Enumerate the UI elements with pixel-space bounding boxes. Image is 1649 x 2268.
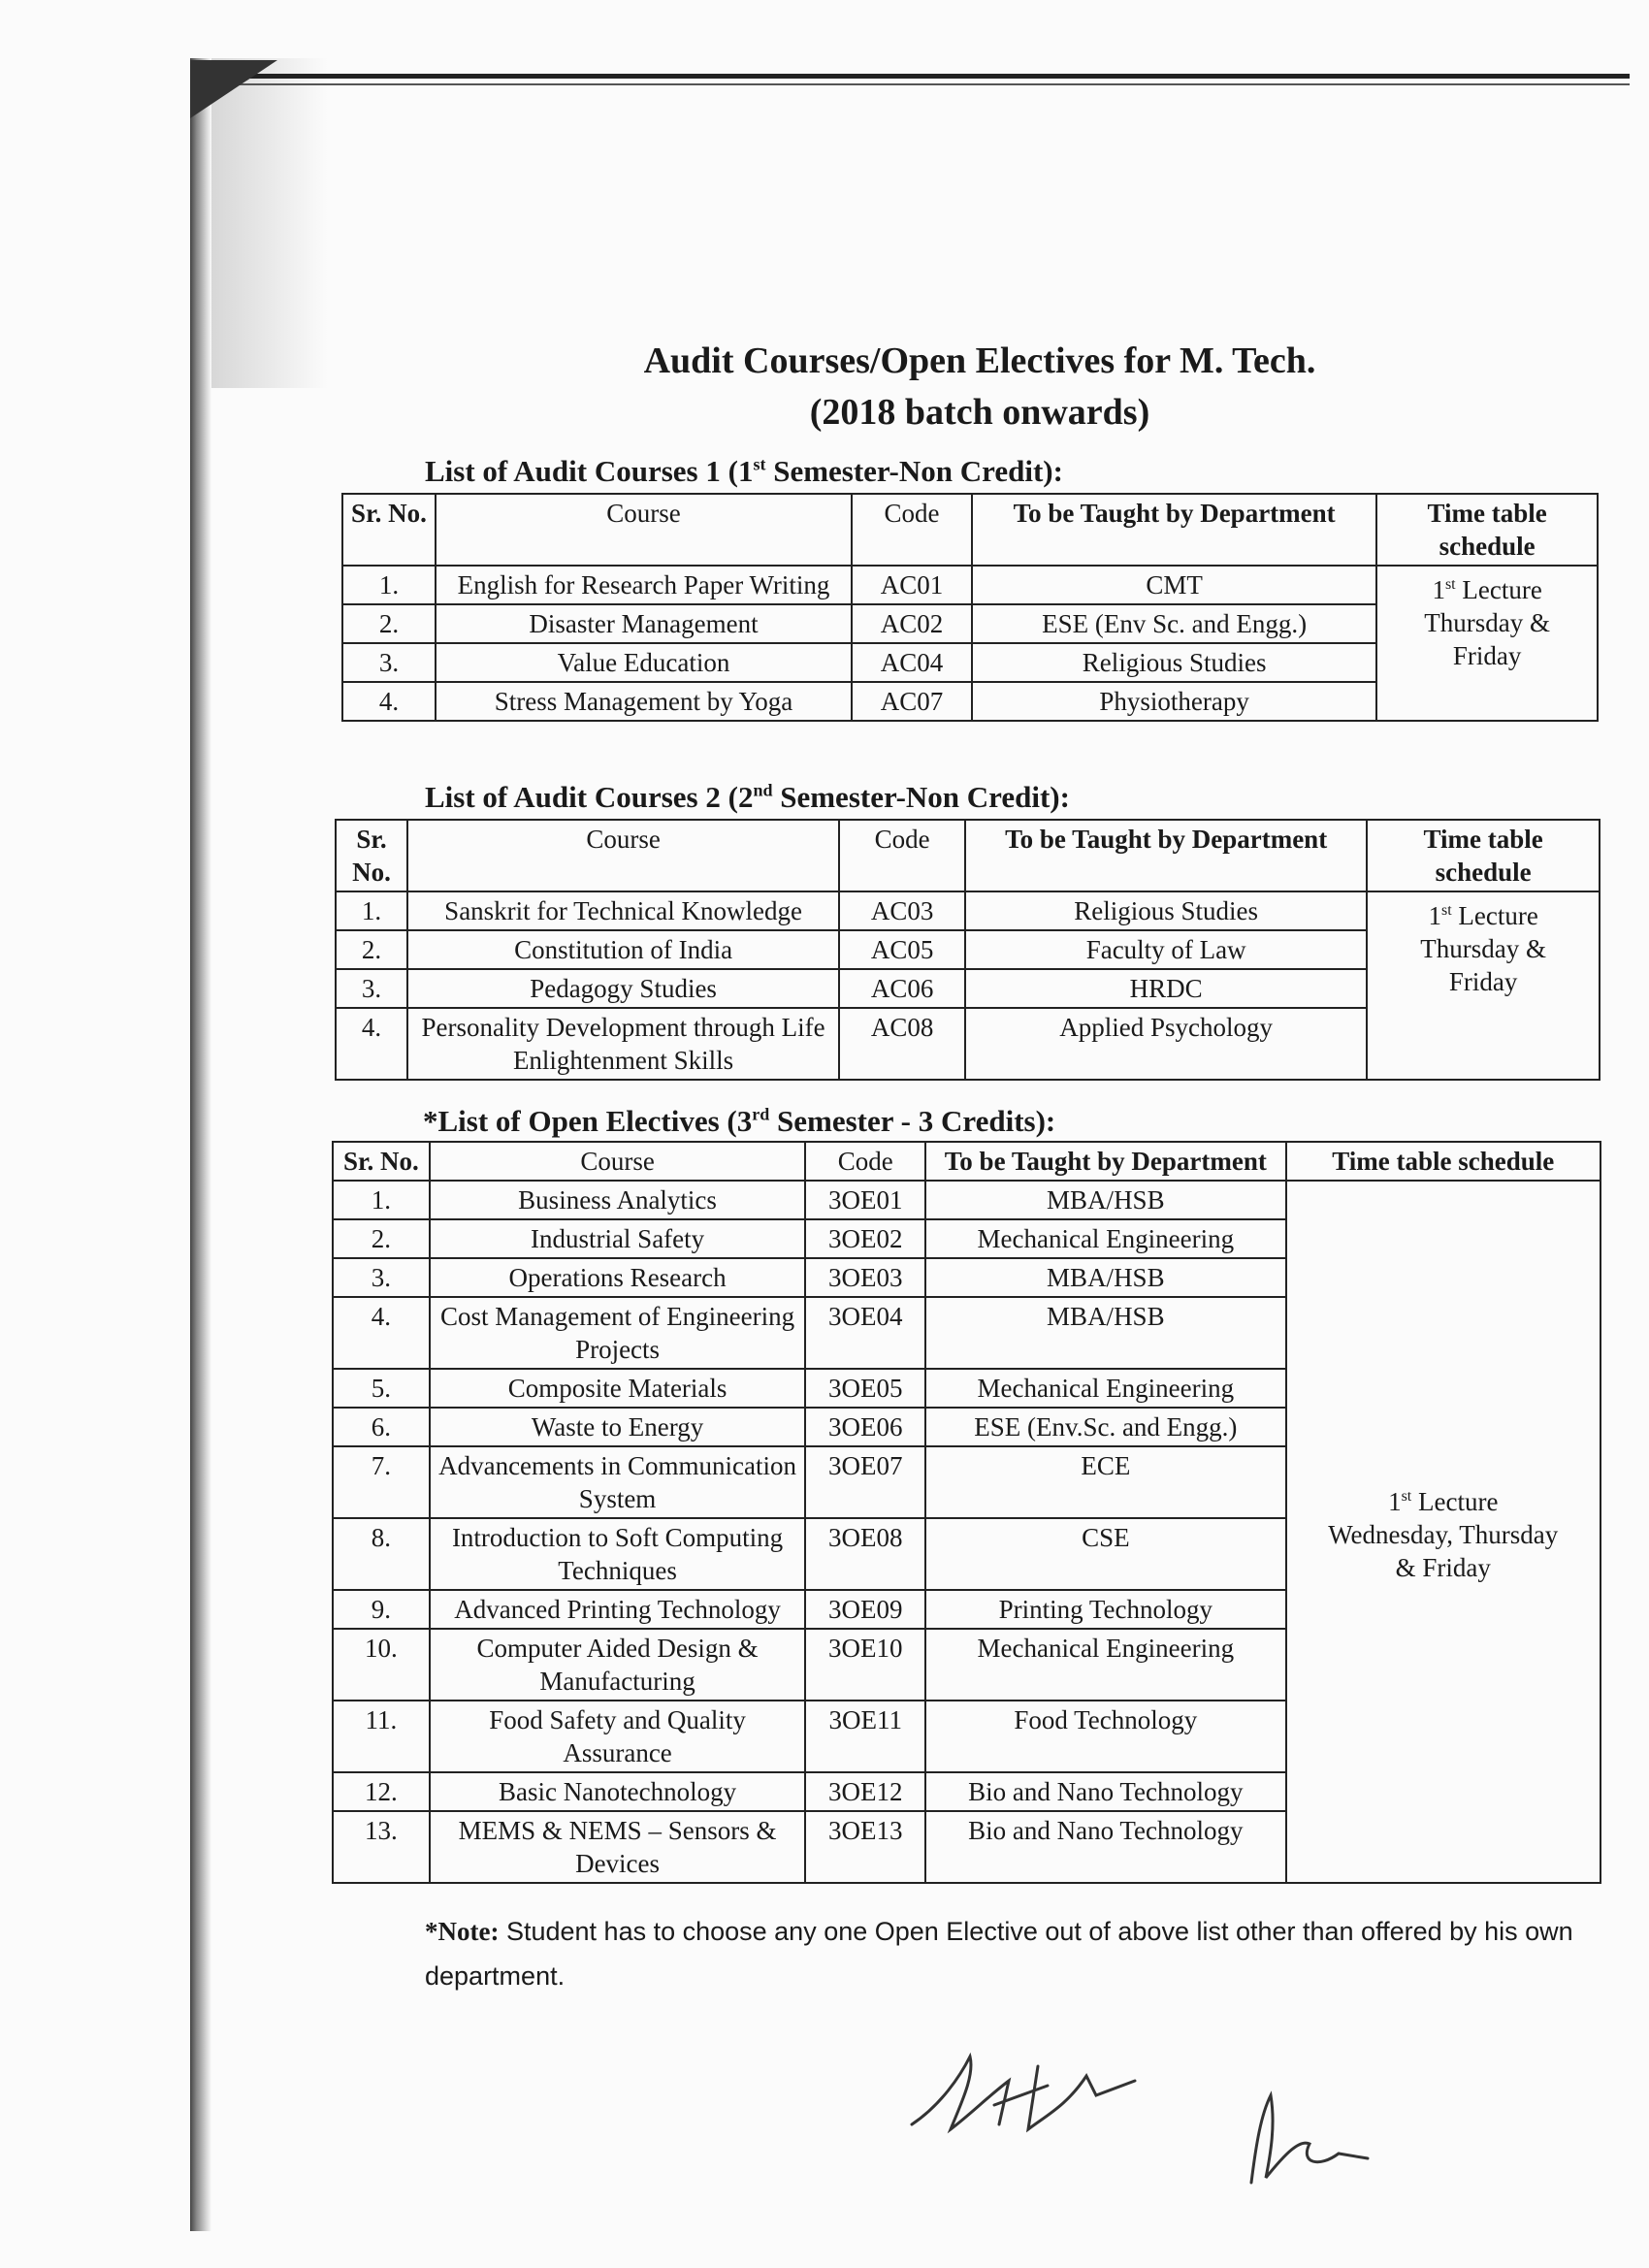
schedule-header: Time table schedule [1376,494,1598,566]
schedule-cell: 1st Lecture Thursday & Friday [1367,891,1600,1080]
note-text: Student has to choose any one Open Elective out of above list other than offered by his own department. [425,1917,1573,1991]
course-cell: Value Education [436,643,852,682]
audit2-table [335,819,1600,1081]
signature-1 [902,2037,1145,2163]
scan-top-line-thin [194,83,1630,85]
code-cell: 3OE04 [805,1297,925,1369]
course-cell: Constitution of India [407,930,839,969]
table-row [333,1181,1600,1219]
course-cell: Sanskrit for Technical Knowledge [407,891,839,930]
dept-cell: Physiotherapy [972,682,1376,721]
sr-cell: 13. [333,1811,430,1883]
dept-cell: MBA/HSB [925,1258,1285,1297]
code-cell: 3OE06 [805,1408,925,1446]
audit1-table [341,493,1599,722]
sr-cell: 12. [333,1772,430,1811]
audit1-caption: List of Audit Courses 1 (1st Semester-Non Credit): [425,454,1063,488]
sr-cell: 10. [333,1629,430,1701]
course-cell: Disaster Management [436,604,852,643]
course-cell: MEMS & NEMS – Sensors & Devices [430,1811,805,1883]
course-cell: English for Research Paper Writing [436,566,852,604]
course-cell: Stress Management by Yoga [436,682,852,721]
sr-cell: 2. [336,930,407,969]
course-cell: Business Analytics [430,1181,805,1219]
sr-header: Sr. No. [342,494,436,566]
code-header: Code [805,1142,925,1181]
code-cell: 3OE07 [805,1446,925,1518]
dept-cell: Mechanical Engineering [925,1369,1285,1408]
open-electives-table [332,1141,1601,1884]
dept-cell: HRDC [965,969,1367,1008]
dept-cell: Religious Studies [972,643,1376,682]
schedule-header: Time table schedule [1367,820,1600,891]
sr-cell: 3. [336,969,407,1008]
course-cell: Cost Management of Engineering Projects [430,1297,805,1369]
sr-cell: 1. [333,1181,430,1219]
code-cell: AC08 [839,1008,965,1080]
table-header-row [333,1142,1600,1181]
dept-header: To be Taught by Department [972,494,1376,566]
sr-cell: 4. [342,682,436,721]
dept-cell: Bio and Nano Technology [925,1811,1285,1883]
dept-cell: CMT [972,566,1376,604]
scan-left-edge [190,58,211,2231]
sr-cell: 4. [336,1008,407,1080]
table-header-row [342,494,1598,566]
code-cell: AC02 [852,604,972,643]
sr-cell: 6. [333,1408,430,1446]
code-header: Code [839,820,965,891]
open-electives-caption: *List of Open Electives (3rd Semester - 3 Credits): [423,1104,1056,1138]
dept-cell: CSE [925,1518,1285,1590]
dept-header: To be Taught by Department [965,820,1367,891]
sr-header: Sr. No. [336,820,407,891]
sr-cell: 11. [333,1701,430,1772]
sr-cell: 3. [342,643,436,682]
table-row [342,566,1598,604]
course-cell: Advancements in Communication System [430,1446,805,1518]
sr-cell: 5. [333,1369,430,1408]
code-cell: 3OE13 [805,1811,925,1883]
code-cell: AC05 [839,930,965,969]
course-cell: Advanced Printing Technology [430,1590,805,1629]
table-header-row [336,820,1600,891]
table-row [336,891,1600,930]
course-header: Course [407,820,839,891]
course-cell: Composite Materials [430,1369,805,1408]
dept-cell: Bio and Nano Technology [925,1772,1285,1811]
course-cell: Basic Nanotechnology [430,1772,805,1811]
code-cell: 3OE09 [805,1590,925,1629]
code-cell: 3OE10 [805,1629,925,1701]
code-cell: 3OE11 [805,1701,925,1772]
dept-cell: ESE (Env.Sc. and Engg.) [925,1408,1285,1446]
scan-corner-fold [190,60,277,118]
dept-header: To be Taught by Department [925,1142,1285,1181]
sr-cell: 8. [333,1518,430,1590]
sr-cell: 1. [336,891,407,930]
course-cell: Operations Research [430,1258,805,1297]
sr-cell: 9. [333,1590,430,1629]
code-cell: 3OE05 [805,1369,925,1408]
scan-top-line [194,74,1630,79]
code-cell: 3OE03 [805,1258,925,1297]
code-cell: AC04 [852,643,972,682]
dept-cell: ECE [925,1446,1285,1518]
sr-cell: 3. [333,1258,430,1297]
code-cell: 3OE12 [805,1772,925,1811]
course-cell: Waste to Energy [430,1408,805,1446]
schedule-header: Time table schedule [1286,1142,1601,1181]
dept-cell: MBA/HSB [925,1297,1285,1369]
code-cell: 3OE02 [805,1219,925,1258]
code-cell: 3OE01 [805,1181,925,1219]
course-cell: Introduction to Soft Computing Techniques [430,1518,805,1590]
course-header: Course [430,1142,805,1181]
sr-cell: 2. [333,1219,430,1258]
code-cell: AC01 [852,566,972,604]
dept-cell: Mechanical Engineering [925,1219,1285,1258]
code-cell: AC03 [839,891,965,930]
audit2-caption: List of Audit Courses 2 (2nd Semester-Non Credit): [425,780,1070,814]
dept-cell: Faculty of Law [965,930,1367,969]
dept-cell: Food Technology [925,1701,1285,1772]
schedule-cell: 1st Lecture Thursday & Friday [1376,566,1598,721]
code-cell: 3OE08 [805,1518,925,1590]
code-cell: AC07 [852,682,972,721]
code-header: Code [852,494,972,566]
dept-cell: Religious Studies [965,891,1367,930]
dept-cell: Printing Technology [925,1590,1285,1629]
sr-cell: 1. [342,566,436,604]
course-cell: Computer Aided Design & Manufacturing [430,1629,805,1701]
sr-cell: 7. [333,1446,430,1518]
course-cell: Food Safety and Quality Assurance [430,1701,805,1772]
course-cell: Pedagogy Studies [407,969,839,1008]
page-subtitle: (2018 batch onwards) [809,392,1150,433]
dept-cell: Mechanical Engineering [925,1629,1285,1701]
course-header: Course [436,494,852,566]
sr-cell: 4. [333,1297,430,1369]
schedule-cell: 1st Lecture Wednesday, Thursday & Friday [1286,1181,1601,1883]
sr-cell: 2. [342,604,436,643]
course-cell: Industrial Safety [430,1219,805,1258]
sr-header: Sr. No. [333,1142,430,1181]
footnote [425,1909,1589,1998]
signature-2 [1232,2086,1377,2192]
code-cell: AC06 [839,969,965,1008]
dept-cell: Applied Psychology [965,1008,1367,1080]
note-label: *Note: [425,1917,500,1946]
course-cell: Personality Development through Life Enlightenment Skills [407,1008,839,1080]
dept-cell: ESE (Env Sc. and Engg.) [972,604,1376,643]
page-title: Audit Courses/Open Electives for M. Tech. [643,340,1316,381]
dept-cell: MBA/HSB [925,1181,1285,1219]
